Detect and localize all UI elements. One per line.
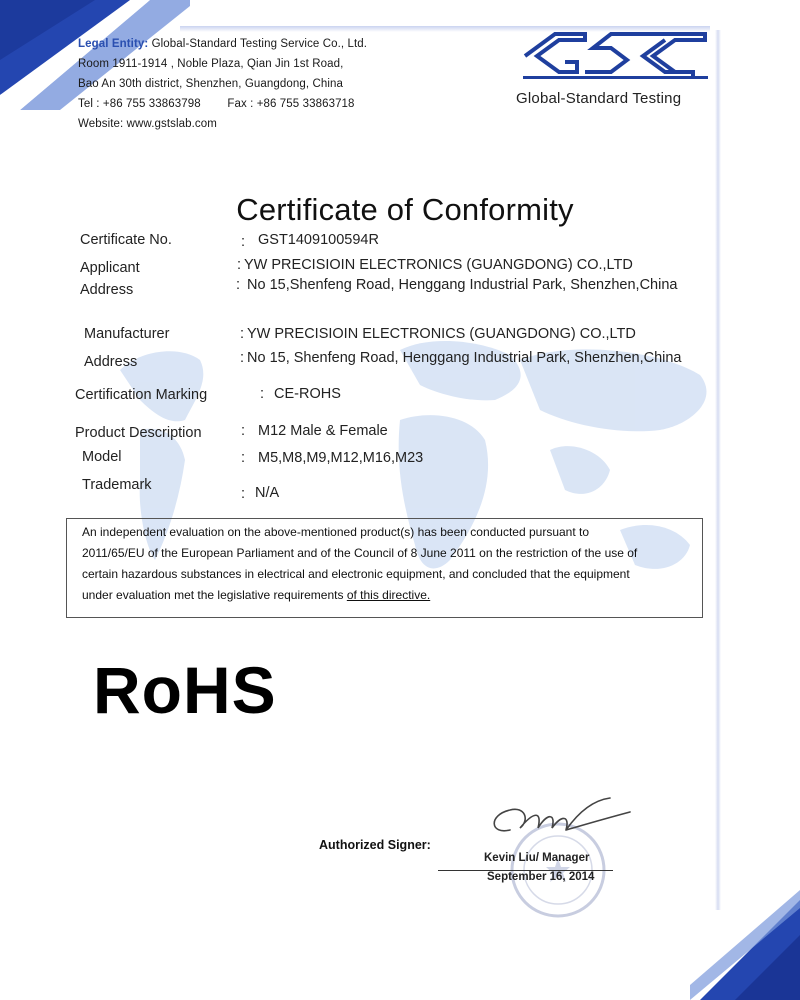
trademark-value: N/A xyxy=(255,485,280,501)
manufacturer-address-label: Address xyxy=(84,354,138,370)
address-line-2: Bao An 30th district, Shenzhen, Guangdong, China xyxy=(78,78,344,90)
model-value: M5,M8,M9,M12,M16,M23 xyxy=(258,450,424,466)
product-description-label: Product Description xyxy=(75,425,202,441)
product-description-colon: : xyxy=(241,423,246,439)
phone-line xyxy=(78,94,367,114)
applicant-value: YW PRECISIOIN ELECTRONICS (GUANGDONG) CO.,LTD xyxy=(244,257,633,273)
logo-text: Global-Standard Testing xyxy=(516,90,682,107)
certification-marking-value: CE-ROHS xyxy=(274,386,341,402)
statement-line-2: 2011/65/EU of the European Parliament and of the Council of 8 June 2011 on the restriction of the use of xyxy=(82,546,638,560)
signature-date: September 16, 2014 xyxy=(487,871,595,883)
model-colon: : xyxy=(241,450,246,466)
statement-line-4 xyxy=(82,585,707,606)
applicant-address-value: No 15,Shenfeng Road, Henggang Industrial Park, Shenzhen,China xyxy=(247,277,678,293)
handwritten-signature-icon xyxy=(480,790,640,850)
tel-number: Tel : +86 755 33863798 xyxy=(78,98,201,110)
statement-line-1: An independent evaluation on the above-mentioned product(s) has been conducted pursuant to xyxy=(82,525,590,539)
issuer-header xyxy=(78,34,367,134)
website-line: Website: www.gstslab.com xyxy=(78,118,217,130)
product-description-value: M12 Male & Female xyxy=(258,423,388,439)
evaluation-statement xyxy=(82,522,707,606)
applicant-colon: : xyxy=(237,257,242,273)
signer-name: Kevin Liu/ Manager xyxy=(484,852,590,864)
address-line-1: Room 1911-1914 , Noble Plaza, Qian Jin 1st Road, xyxy=(78,58,344,70)
trademark-label: Trademark xyxy=(82,477,152,493)
trademark-colon: : xyxy=(241,486,246,502)
statement-line-4-start: under evaluation met the legislative requirements xyxy=(82,588,344,602)
certificate-no-label: Certificate No. xyxy=(80,232,172,248)
rohs-mark: RoHS xyxy=(93,653,277,727)
legal-entity-name: Global-Standard Testing Service Co., Ltd. xyxy=(151,38,368,50)
statement-line-4-underlined: of this directive. xyxy=(346,588,431,602)
model-label: Model xyxy=(82,449,122,465)
certificate-no-value: GST1409100594R xyxy=(258,232,379,248)
manufacturer-colon: : xyxy=(240,326,245,342)
manufacturer-label: Manufacturer xyxy=(84,326,170,342)
corner-decoration-bottom-right xyxy=(690,890,800,1000)
fax-number: Fax : +86 755 33863718 xyxy=(227,98,355,110)
manufacturer-address-colon: : xyxy=(240,350,245,366)
manufacturer-address-value: No 15, Shenfeng Road, Henggang Industrial Park, Shenzhen,China xyxy=(247,350,682,366)
certificate-title: Certificate of Conformity xyxy=(236,192,574,227)
legal-entity-line xyxy=(78,34,367,54)
legal-entity-label: Legal Entity: xyxy=(78,38,149,50)
applicant-address-label: Address xyxy=(80,282,134,298)
certification-marking-colon: : xyxy=(260,386,265,402)
statement-line-3: certain hazardous substances in electrical and electronic equipment, and concluded that the equipment xyxy=(82,567,630,581)
manufacturer-value: YW PRECISIOIN ELECTRONICS (GUANGDONG) CO.,LTD xyxy=(247,326,636,342)
certification-marking-label: Certification Marking xyxy=(75,387,208,403)
authorized-signer-label: Authorized Signer: xyxy=(319,838,431,852)
applicant-label: Applicant xyxy=(80,260,140,276)
certificate-no-colon: : xyxy=(241,234,246,250)
applicant-address-colon: : xyxy=(236,277,241,293)
